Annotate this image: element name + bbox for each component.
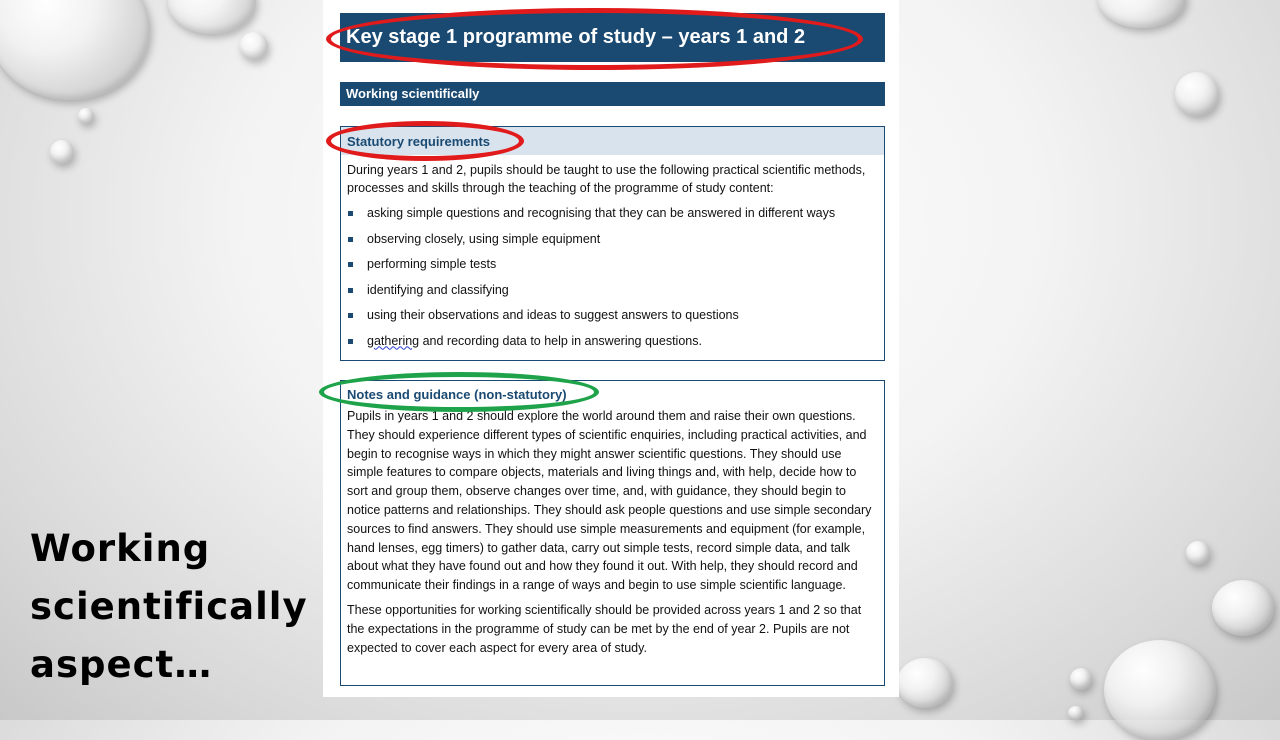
- water-droplet-decoration: [897, 658, 953, 708]
- caption-line: Working: [30, 527, 211, 570]
- water-droplet-decoration: [0, 0, 150, 100]
- caption-line: aspect…: [30, 643, 213, 686]
- list-item: [341, 303, 884, 329]
- water-droplet-decoration: [78, 108, 94, 124]
- caption-line: scientifically: [30, 585, 308, 628]
- list-item: [341, 201, 884, 227]
- list-item-text: performing simple tests: [367, 257, 497, 271]
- statutory-heading: Statutory requirements: [341, 127, 884, 155]
- notes-guidance-box: [340, 380, 885, 686]
- green-highlight-ellipse: [319, 372, 599, 412]
- bullet-square-icon: [348, 237, 353, 242]
- document-page: [323, 0, 899, 697]
- bullet-square-icon: [348, 262, 353, 267]
- section-heading: Working scientifically: [340, 82, 885, 106]
- requirements-list: [341, 201, 884, 354]
- statutory-requirements-box: [340, 126, 885, 361]
- water-droplet-decoration: [1070, 668, 1092, 690]
- spellcheck-underlined-word: gathering: [367, 333, 420, 348]
- list-item-text: asking simple questions and recognising that they can be answered in different ways: [367, 206, 836, 220]
- notes-heading: Notes and guidance (non-statutory): [347, 387, 567, 402]
- list-item: [341, 329, 884, 355]
- bullet-square-icon: [348, 288, 353, 293]
- slide-caption: [30, 520, 310, 694]
- notes-paragraph: These opportunities for working scientifically should be provided across years 1 and 2 so that the expectations in the programme of study can be met by the end of year 2. Pupils are not expected to cover each aspect for every area of study.: [347, 602, 862, 655]
- list-item: [341, 252, 884, 278]
- water-droplet-decoration: [1104, 640, 1216, 740]
- water-droplet-decoration: [1098, 0, 1186, 28]
- water-droplet-decoration: [50, 140, 74, 164]
- notes-paragraph: Pupils in years 1 and 2 should explore the world around them and raise their own questions. They should experience different types of scientific enquiries, including practical activities, and begin to recognise ways in which they might answer scientific questions. They should use simple features to compare objects, materials and living things and, with help, decide how to sort and group them, observe changes over time, and, with guidance, they should begin to notice patterns and relationships. They should ask people questions and use simple secondary sources to find answers. They should use simple measurements and equipment (for example, hand lenses, egg timers) to gather data, carry out simple tests, record simple data, and talk about what they have found out and how they found it out. With help, they should record and communicate their findings in a range of ways and begin to use simple scientific language.: [347, 409, 872, 593]
- water-droplet-decoration: [1212, 580, 1274, 636]
- bullet-square-icon: [348, 211, 353, 216]
- statutory-intro: During years 1 and 2, pupils should be taught to use the following practical scientific methods, processes and skills through the teaching of the programme of study content:: [347, 163, 866, 195]
- water-droplet-decoration: [1175, 72, 1219, 116]
- water-droplet-decoration: [1186, 541, 1210, 565]
- list-item-text: observing closely, using simple equipment: [367, 231, 601, 246]
- list-item: [341, 227, 884, 253]
- bullet-square-icon: [348, 313, 353, 318]
- red-highlight-ellipse: [326, 8, 863, 70]
- water-droplet-decoration: [1068, 706, 1084, 720]
- bullet-square-icon: [348, 339, 353, 344]
- red-highlight-ellipse: [326, 121, 524, 161]
- list-item-text: identifying and classifying: [367, 282, 509, 297]
- list-item-text: using their observations and ideas to suggest answers to questions: [367, 308, 739, 322]
- document-title: Key stage 1 programme of study – years 1 and 2: [340, 13, 885, 62]
- water-droplet-decoration: [168, 0, 256, 34]
- water-droplet-decoration: [240, 32, 268, 60]
- list-item-text: and recording data to help in answering questions.: [419, 333, 702, 348]
- list-item: [341, 278, 884, 304]
